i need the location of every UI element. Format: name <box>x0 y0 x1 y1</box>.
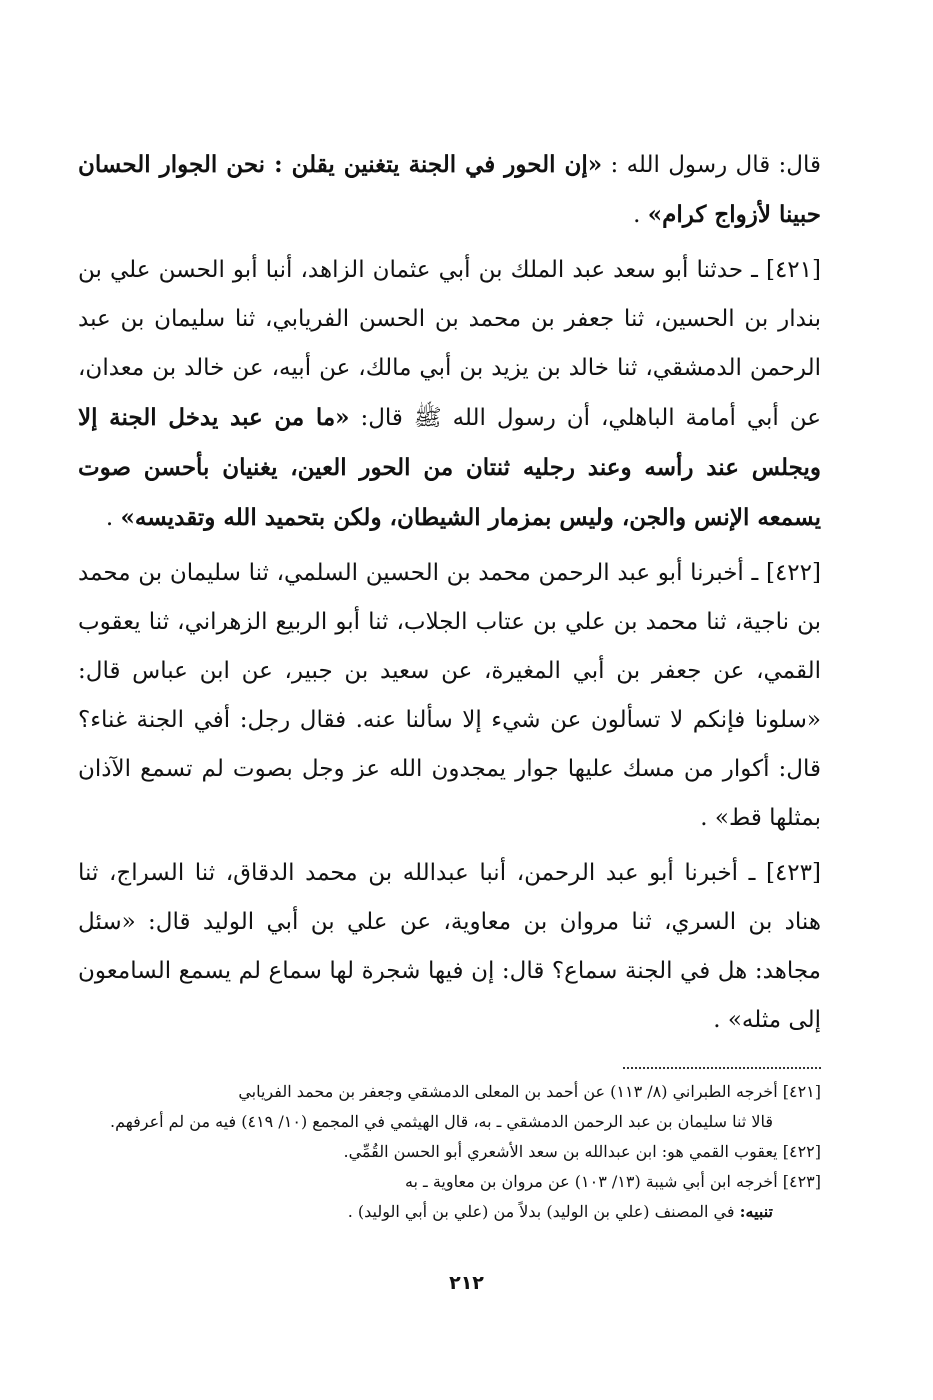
paragraph-421-matn: «ما من عبد يدخل الجنة إلا ويجلس عند رأسه وعند رجليه ثنتان من الحور العين، يغنيان بأحسن صوت يسمعه الإنس والجن، وليس بمزمار الشيطان، ولكن بتحميد الله وتقديسه» <box>78 404 821 531</box>
tanbih-label: تنبيه: <box>739 1202 773 1221</box>
footnote-422 <box>78 1137 821 1167</box>
paragraph-422 <box>78 549 821 843</box>
paragraph-intro-tail: . <box>633 202 648 228</box>
tanbih-note <box>78 1197 821 1227</box>
tanbih-text: في المصنف (علي بن الوليد) بدلاً من (علي بن أبي الوليد) . <box>347 1202 740 1221</box>
paragraph-intro <box>78 140 821 240</box>
paragraph-423-text: [٤٢٣] ـ أخبرنا أبو عبد الرحمن، أنبا عبدالله بن محمد الدقاق، ثنا السراج، ثنا هناد بن السري، ثنا مروان بن معاوية، عن علي بن أبي الوليد قال: «سئل مجاهد: هل في الجنة سماع؟ قال: إن فيها شجرة لها سماع لم يسمع السامعون إلى مثله» . <box>78 860 821 1033</box>
footnote-421-continuation: قالا ثنا سليمان بن عبد الرحمن الدمشقي ـ به، قال الهيثمي في المجمع (١٠/ ٤١٩) فيه من لم أعرفهم. <box>109 1112 773 1131</box>
paragraph-421 <box>78 246 821 543</box>
footnote-421-first-line: [٤٢١] أخرجه الطبراني (٨/ ١١٣) عن أحمد بن المعلى الدمشقي وجعفر بن محمد الفريابي <box>238 1082 821 1101</box>
page-number: ٢١٢ <box>449 1272 484 1294</box>
paragraph-421-isnad: [٤٢١] ـ حدثنا أبو سعد عبد الملك بن أبي عثمان الزاهد، أنبا أبو الحسن علي بن بندار بن الحسين، ثنا جعفر بن محمد بن الحسن الفريابي، ثنا سليمان بن عبد الرحمن الدمشقي، ثنا خالد بن يزيد بن أبي مالك، عن أبيه، عن خالد بن معدان، عن أبي أمامة الباهلي، أن رسول الله ﷺ قال: <box>78 257 821 431</box>
footnote-421 <box>78 1077 821 1137</box>
footnote-423-text: [٤٢٣] أخرجه ابن أبي شيبة (١٣/ ١٠٣) عن مروان بن معاوية ـ به <box>404 1172 821 1191</box>
footnote-423 <box>78 1167 821 1227</box>
paragraph-intro-text: قال: قال رسول الله : <box>602 152 821 178</box>
footnote-separator <box>623 1067 821 1069</box>
footnotes <box>78 1077 821 1227</box>
paragraph-423 <box>78 849 821 1045</box>
footnote-422-text: [٤٢٢] يعقوب القمي هو: ابن عبدالله بن سعد الأشعري أبو الحسن القُمِّي. <box>343 1142 821 1161</box>
hadith-quote: «إن الحور في الجنة يتغنين يقلن : نحن الجوار الحسان حبينا لأزواج كرام» <box>78 151 821 228</box>
paragraph-421-tail: . <box>105 505 121 531</box>
main-text <box>78 140 821 1045</box>
paragraph-422-text: [٤٢٢] ـ أخبرنا أبو عبد الرحمن محمد بن الحسين السلمي، ثنا سليمان بن محمد بن ناجية، ثنا محمد بن علي بن عتاب الجلاب، ثنا أبو الربيع الزهراني، ثنا يعقوب القمي، عن جعفر بن أبي المغيرة، عن سعيد بن جبير، عن ابن عباس قال: «سلونا فإنكم لا تسألون عن شيء إلا سألنا عنه. فقال رجل: أفي الجنة غناء؟ قال: أكوار من مسك عليها جوار يمجدون الله عز وجل بصوت لم تسمع الآذان بمثلها قط» . <box>78 560 821 831</box>
